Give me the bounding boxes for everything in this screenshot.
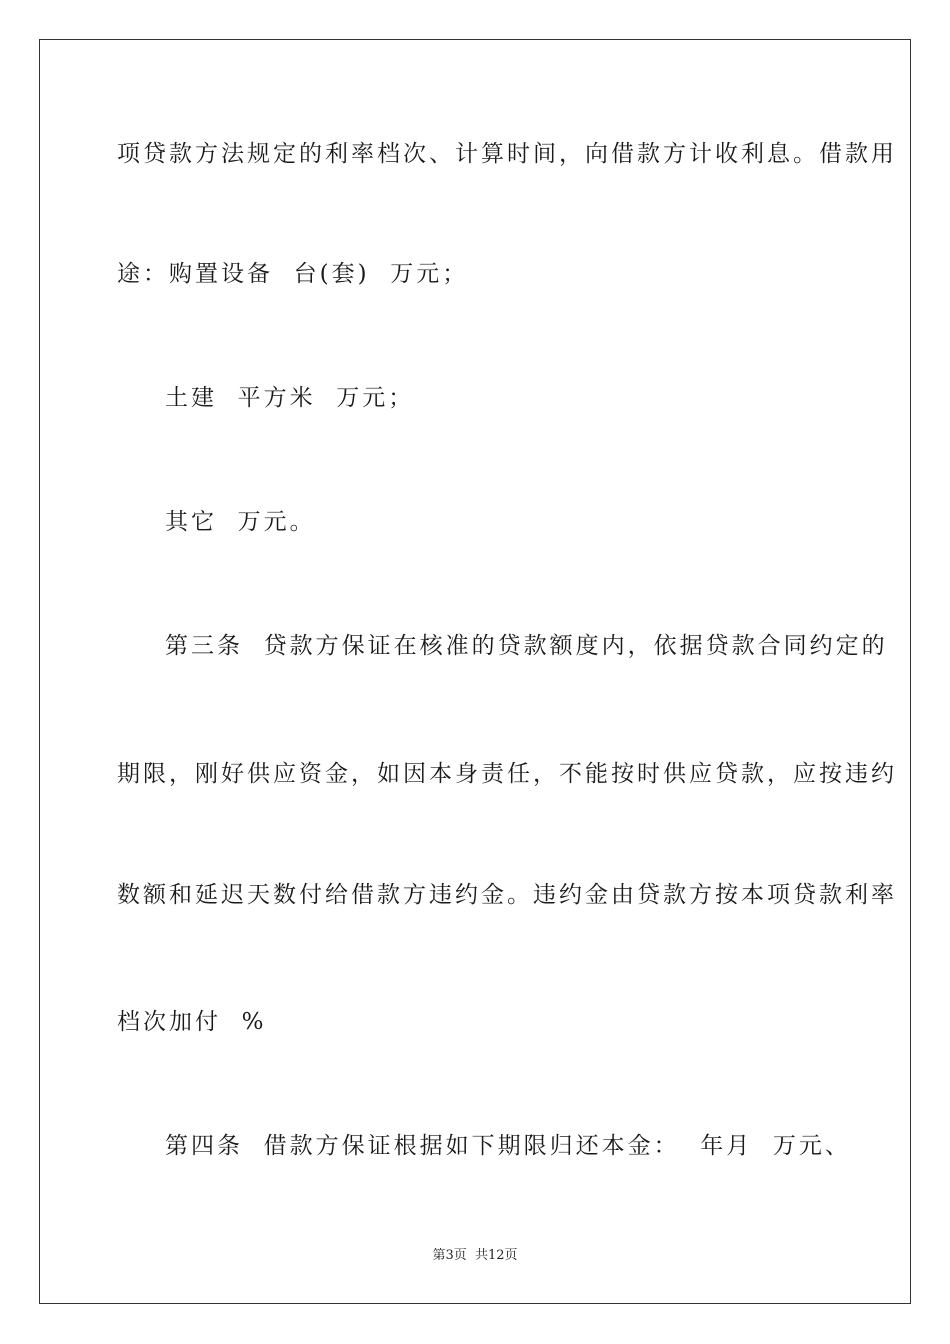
body-line-9: 第四条 借款方保证根据如下期限归还本金： 年月 万元、 <box>165 1133 851 1159</box>
body-line-5: 第三条 贷款方保证在核准的贷款额度内，依据贷款合同约定的 <box>165 633 888 659</box>
body-line-1: 项贷款方法规定的利率档次、计算时间，向借款方计收利息。借款用 <box>117 141 897 167</box>
body-line-7: 数额和延迟天数付给借款方违约金。违约金由贷款方按本项贷款利率 <box>117 882 897 908</box>
page-frame <box>39 39 911 1304</box>
body-line-8: 档次加付 % <box>117 1009 267 1035</box>
body-line-4: 其它 万元。 <box>165 509 316 535</box>
body-line-6: 期限，刚好供应资金，如因本身责任，不能按时供应贷款，应按违约 <box>117 761 897 787</box>
body-line-3: 土建 平方米 万元； <box>165 385 415 411</box>
page-number-footer: 第3页 共12页 <box>432 1248 518 1263</box>
body-line-2: 途：购置设备 台(套) 万元； <box>117 261 469 287</box>
